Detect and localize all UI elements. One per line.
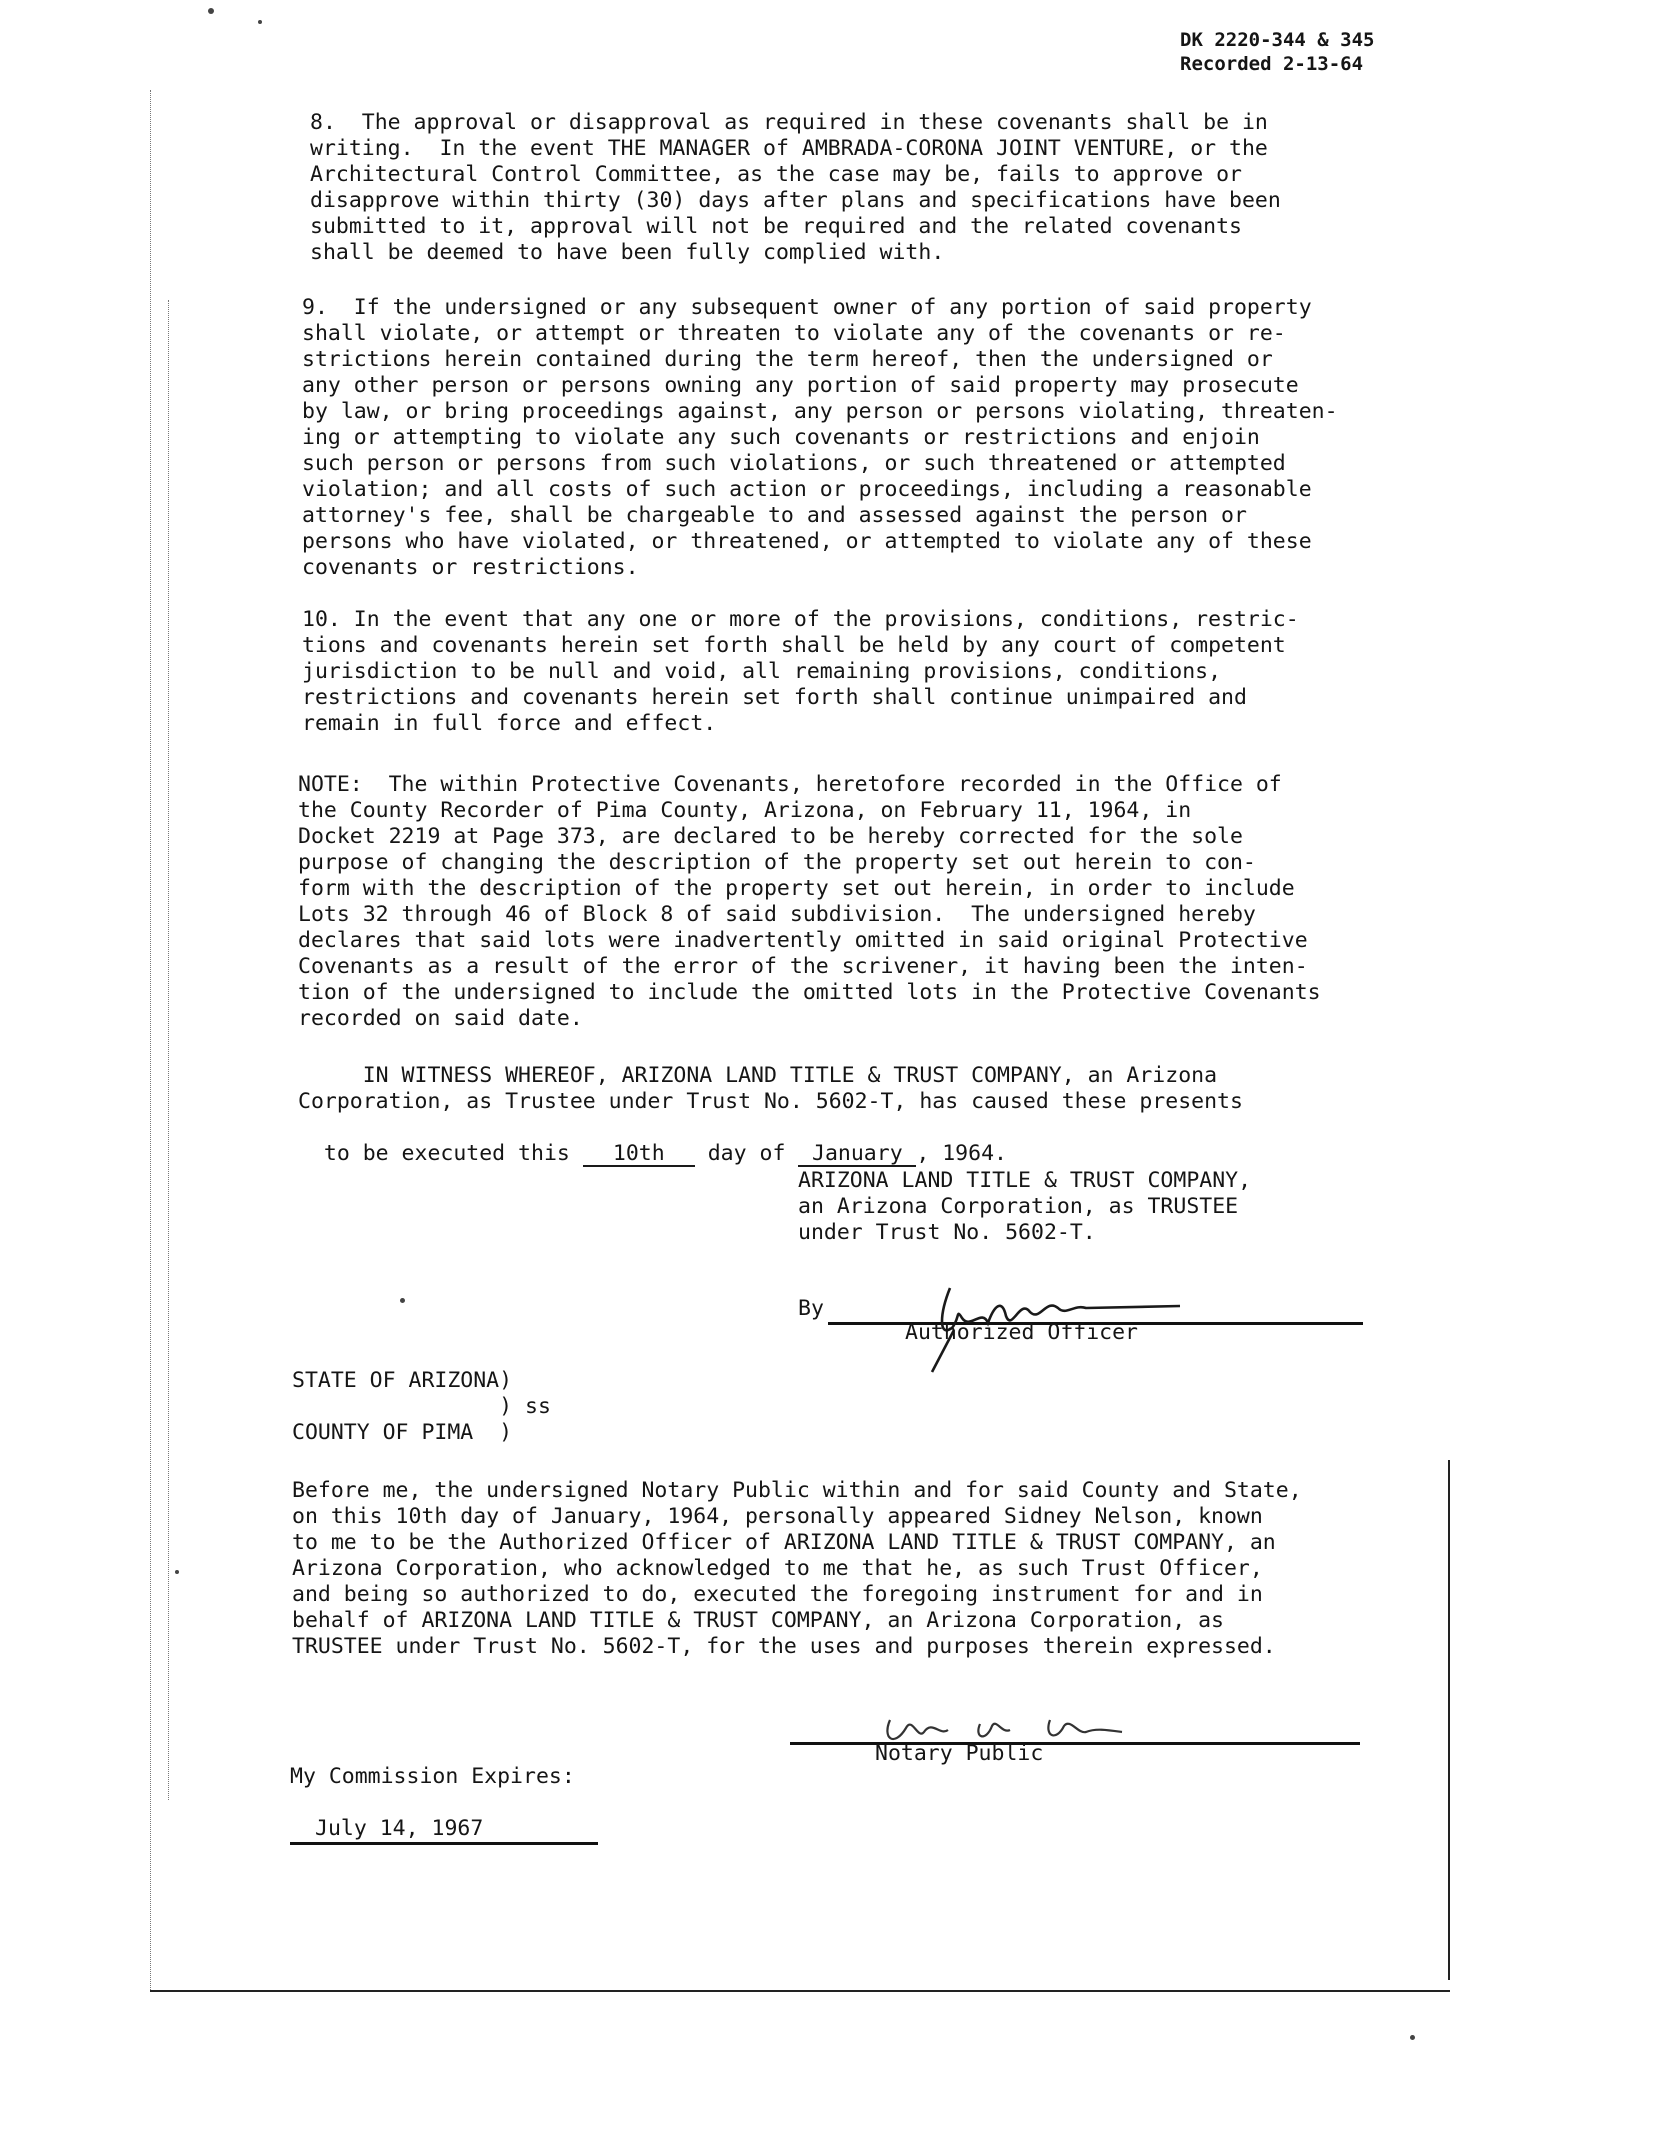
- by-label: By: [798, 1296, 824, 1321]
- venue-block: STATE OF ARIZONA) ) ss COUNTY OF PIMA ): [292, 1368, 551, 1445]
- execution-month: January: [798, 1143, 916, 1167]
- scan-edge-right: [1448, 1460, 1450, 1980]
- scan-speck: [400, 1298, 405, 1303]
- paragraph-10: 10. In the event that any one or more of the provisions, conditions, restric- tions and covenants herein set forth shall be held by any court of competent jurisdiction to be null and void, all remaining provisions, conditions, restrictions and covenants herein set forth shall continue unimpaired and remain in full force and effect.: [302, 607, 1299, 736]
- authorized-officer-label: Authorized Officer: [905, 1320, 1138, 1345]
- paragraph-8: 8. The approval or disapproval as required in these covenants shall be in writing. In the event THE MANAGER of AMBRADA-CORONA JOINT VENTURE, or the Architectural Control Committee, as the case may be, fails to approve or disapprove within thirty (30) days after plans and specifications have been submitted to it, approval will not be required and the related covenants shall be deemed to have been fully complied with.: [310, 110, 1281, 265]
- scan-speck: [258, 20, 262, 24]
- note-paragraph: NOTE: The within Protective Covenants, heretofore recorded in the Office of the County Recorder of Pima County, Arizona, on February 11, 1964, in Docket 2219 at Page 373, are declared to be hereby corrected for the sole purpose of changing the description of the property set out herein to con- form with the description of the property set out herein, in order to include Lots 32 through 46 of Block 8 of said subdivision. The undersigned hereby declares that said lots were inadvertently omitted in said original Protective Covenants as a result of the error of the scrivener, it having been the inten- tion of the undersigned to include the omitted lots in the Protective Covenants recorded on said date.: [298, 772, 1321, 1031]
- witness-clause: IN WITNESS WHEREOF, ARIZONA LAND TITLE & TRUST COMPANY, an Arizona Corporation, as Trustee under Trust No. 5602-T, has caused these presents: [298, 1063, 1243, 1114]
- docket-number: DK 2220-344 & 345: [1180, 29, 1375, 51]
- notary-public-label: Notary Public: [875, 1741, 1044, 1766]
- execution-year: , 1964.: [916, 1141, 1007, 1166]
- execution-prefix: to be executed this: [323, 1141, 583, 1166]
- recorded-date: Recorded 2-13-64: [1180, 53, 1364, 75]
- execution-date-line: [298, 1115, 1007, 1167]
- commission-label: My Commission Expires:: [290, 1764, 575, 1789]
- scan-edge-left-2: [168, 300, 169, 1800]
- scan-edge-left: [150, 90, 151, 1990]
- scan-speck: [208, 8, 214, 14]
- execution-day: 10th: [583, 1143, 695, 1167]
- docket-header: [1180, 28, 1374, 76]
- execution-mid: day of: [694, 1141, 799, 1166]
- notary-acknowledgment: Before me, the undersigned Notary Public within and for said County and State, on this 10th day of January, 1964, personally appeared Sidney Nelson, known to me to be the Authorized Officer of ARIZONA LAND TITLE & TRUST COMPANY, an Arizona Corporation, who acknowledged to me that he, as such Trust Officer, and being so authorized to do, executed the foregoing instrument for and in behalf of ARIZONA LAND TITLE & TRUST COMPANY, an Arizona Corporation, as TRUSTEE under Trust No. 5602-T, for the uses and purposes therein expressed.: [292, 1478, 1302, 1659]
- signatory-block: ARIZONA LAND TITLE & TRUST COMPANY, an Arizona Corporation, as TRUSTEE under Trust No. 5602-T.: [798, 1168, 1252, 1245]
- bottom-border-line: [150, 1990, 1450, 1992]
- commission-date-line: [290, 1842, 598, 1845]
- scan-speck: [1410, 2035, 1415, 2040]
- paragraph-9: 9. If the undersigned or any subsequent owner of any portion of said property shall violate, or attempt or threaten to violate any of the covenants or re- strictions herein contained during the term hereof, then the undersigned or any other person or persons owning any portion of said property may prosecute by law, or bring proceedings against, any person or persons violating, threaten- ing or attempting to violate any such covenants or restrictions and enjoin such person or persons from such violations, or such threatened or attempted violation; and all costs of such action or proceedings, including a reasonable attorney's fee, shall be chargeable to and assessed against the person or persons who have violated, or threatened, or attempted to violate any of these covenants or restrictions.: [302, 295, 1338, 580]
- commission-date: July 14, 1967: [315, 1816, 484, 1841]
- scan-speck: [175, 1570, 179, 1574]
